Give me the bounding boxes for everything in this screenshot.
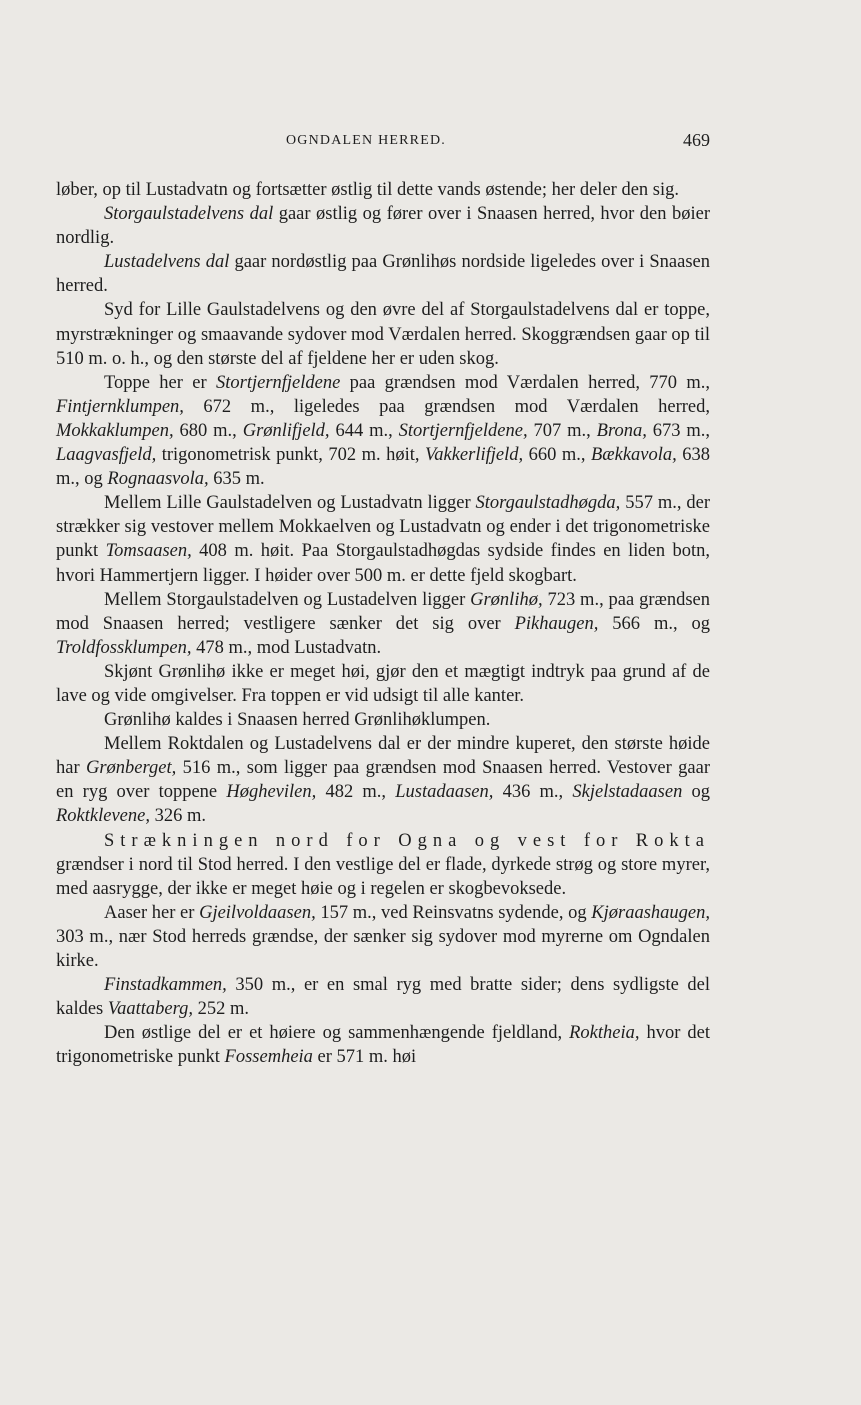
text-run: grændser i nord til Stod herred. I den vestlige del er flade, dyrkede strøg og store myrer, med aasrygge, der ikke er meget høie og i regelen er skogbevoksede. <box>56 854 710 899</box>
paragraph <box>56 491 710 587</box>
text-run: 436 m., <box>493 782 573 803</box>
italic-place-name: Kjøraashaugen, <box>591 902 710 923</box>
text-run: paa grændsen mod Værdalen herred, 770 m., <box>340 372 710 393</box>
text-run: Aaser her er <box>104 902 200 923</box>
paragraph <box>56 178 710 202</box>
italic-place-name: Fossemheia <box>224 1047 313 1068</box>
paragraph <box>56 660 710 708</box>
text-run: 482 m., <box>316 782 396 803</box>
italic-place-name: Laagvasfjeld, <box>56 445 157 466</box>
text-run: 157 m., ved Reinsvatns sydende, og <box>315 902 592 923</box>
text-run: gaar nordøstlig paa Grønlihøs nordside ligeledes over i Snaasen herred. <box>56 252 710 297</box>
text-run: Skjønt Grønlihø ikke er meget høi, gjør den et mægtigt indtryk paa grund af de lave og vide omgivelser. Fra toppen er vid udsigt til alle kanter. <box>56 661 710 706</box>
text-run: 660 m., <box>523 445 591 466</box>
paragraph <box>56 202 710 250</box>
text-run: 326 m. <box>149 806 206 827</box>
italic-place-name: Fintjernklumpen, <box>56 396 184 417</box>
italic-place-name: Storgaulstadhøgda, <box>475 493 621 514</box>
paragraph <box>56 1021 710 1069</box>
text-run: trigonometrisk punkt, 702 m. høit, <box>156 445 425 466</box>
italic-place-name: Tomsaasen, <box>105 541 192 562</box>
text-run: 303 m., nær Stod herreds grændse, der sænker sig sydover mod myrerne om Ogndalen kirke. <box>56 926 710 971</box>
italic-place-name: Vakkerlifjeld, <box>425 445 524 466</box>
paragraph <box>56 901 710 973</box>
text-run: 516 m., som ligger paa grændsen mod Snaasen herred. Vestover gaar en ryg over toppene <box>56 758 710 803</box>
text-run: Mellem Lille Gaulstadelven og Lustadvatn ligger <box>104 493 476 514</box>
text-run: hvor det trigonometriske punkt <box>56 1023 710 1068</box>
page-header <box>56 130 710 157</box>
italic-place-name: Pikhaugen, <box>514 613 599 634</box>
italic-place-name: Stortjernfjeldene, <box>398 420 528 441</box>
italic-place-name: Stortjernfjeldene <box>215 372 341 393</box>
text-run: Grønlihø kaldes i Snaasen herred Grønlihøklumpen. <box>104 710 491 731</box>
text-run: Mellem Storgaulstadelven og Lustadelven ligger <box>104 589 471 610</box>
italic-place-name: Roktklevene, <box>56 806 150 827</box>
paragraph <box>56 732 710 828</box>
text-run: 638 m., og <box>56 445 710 490</box>
italic-place-name: Mokkaklumpen, <box>56 420 174 441</box>
italic-place-name: Grønlihø, <box>470 589 543 610</box>
paragraph <box>56 829 710 901</box>
paragraph <box>56 973 710 1021</box>
italic-place-name: Roktheia, <box>569 1023 640 1044</box>
italic-place-name: Skjelstadaasen <box>572 782 683 803</box>
text-run: er 571 m. høi <box>312 1047 417 1068</box>
text-run: 566 m., og <box>598 613 710 634</box>
italic-place-name: Lustadaasen, <box>395 782 494 803</box>
paragraph <box>56 298 710 370</box>
italic-place-name: Høghevilen, <box>226 782 317 803</box>
italic-place-name: Troldfossklumpen, <box>56 637 192 658</box>
text-run: gaar østlig og fører over i Snaasen herred, hvor den bøier nordlig. <box>56 204 711 249</box>
running-title: OGNDALEN HERRED. <box>286 133 446 148</box>
text-run: 723 m., paa grændsen mod Snaasen herred; vestligere sænker det sig over <box>56 589 710 634</box>
italic-place-name: Vaattaberg, <box>107 999 194 1020</box>
text-run: 673 m., <box>646 420 711 441</box>
italic-place-name: Grønberget, <box>86 758 177 779</box>
text-run: 408 m. høit. Paa Storgaulstadhøgdas sydside findes en liden botn, hvori Hammertjern ligger. I høider over 500 m. er dette fjeld skogbart. <box>56 541 710 586</box>
text-run: løber, op til Lustadvatn og fortsætter østlig til dette vands østende; her deler den sig. <box>56 180 679 200</box>
italic-place-name: Bækkavola, <box>590 445 677 466</box>
italic-place-name: Storgaulstadelvens dal <box>104 204 274 225</box>
text-run: Den østlige del er et høiere og sammenhængende fjeldland, <box>104 1023 570 1044</box>
text-run: og <box>682 782 711 803</box>
italic-place-name: Lustadelvens dal <box>104 252 230 273</box>
text-run: 680 m., <box>173 420 243 441</box>
text-run: 350 m., er en smal ryg med bratte sider; dens sydligste del kaldes <box>56 975 710 1020</box>
body-text <box>56 178 710 1069</box>
text-run: 478 m., mod Lustadvatn. <box>191 637 382 658</box>
text-run: 252 m. <box>193 999 250 1020</box>
text-run: Syd for Lille Gaulstadelvens og den øvre del af Storgaulstadelvens dal er toppe, myrstrækninger og smaavande sydover mod Værdalen herred. Skoggrændsen gaar op til 510 m. o. h., og den største del af fjeldene her er uden skog. <box>56 300 710 369</box>
text-run: Toppe her er <box>104 372 216 393</box>
text-run: 635 m. <box>208 469 265 490</box>
italic-place-name: Finstadkammen, <box>104 975 227 996</box>
text-run: 644 m., <box>329 420 399 441</box>
paragraph <box>56 708 710 732</box>
paragraph <box>56 371 710 491</box>
text-run: 672 m., ligeledes paa grændsen mod Værdalen herred, <box>183 396 710 417</box>
italic-place-name: Rognaasvola, <box>107 469 209 490</box>
text-run: Mellem Roktdalen og Lustadelvens dal er der mindre kuperet, den største høide har <box>56 734 710 779</box>
text-run: Strækningen nord for Ogna og vest for Rokta <box>104 830 710 851</box>
text-run: 707 m., <box>527 420 597 441</box>
page-number: 469 <box>683 130 710 150</box>
italic-place-name: Gjeilvoldaasen, <box>199 902 316 923</box>
text-run: 557 m., der strækker sig vestover mellem Mokkaelven og Lustadvatn og ender i det trigonometriske punkt <box>56 493 710 562</box>
paragraph <box>56 588 710 660</box>
italic-place-name: Grønlifjeld, <box>242 420 330 441</box>
italic-place-name: Brona, <box>596 420 647 441</box>
paragraph <box>56 250 710 298</box>
